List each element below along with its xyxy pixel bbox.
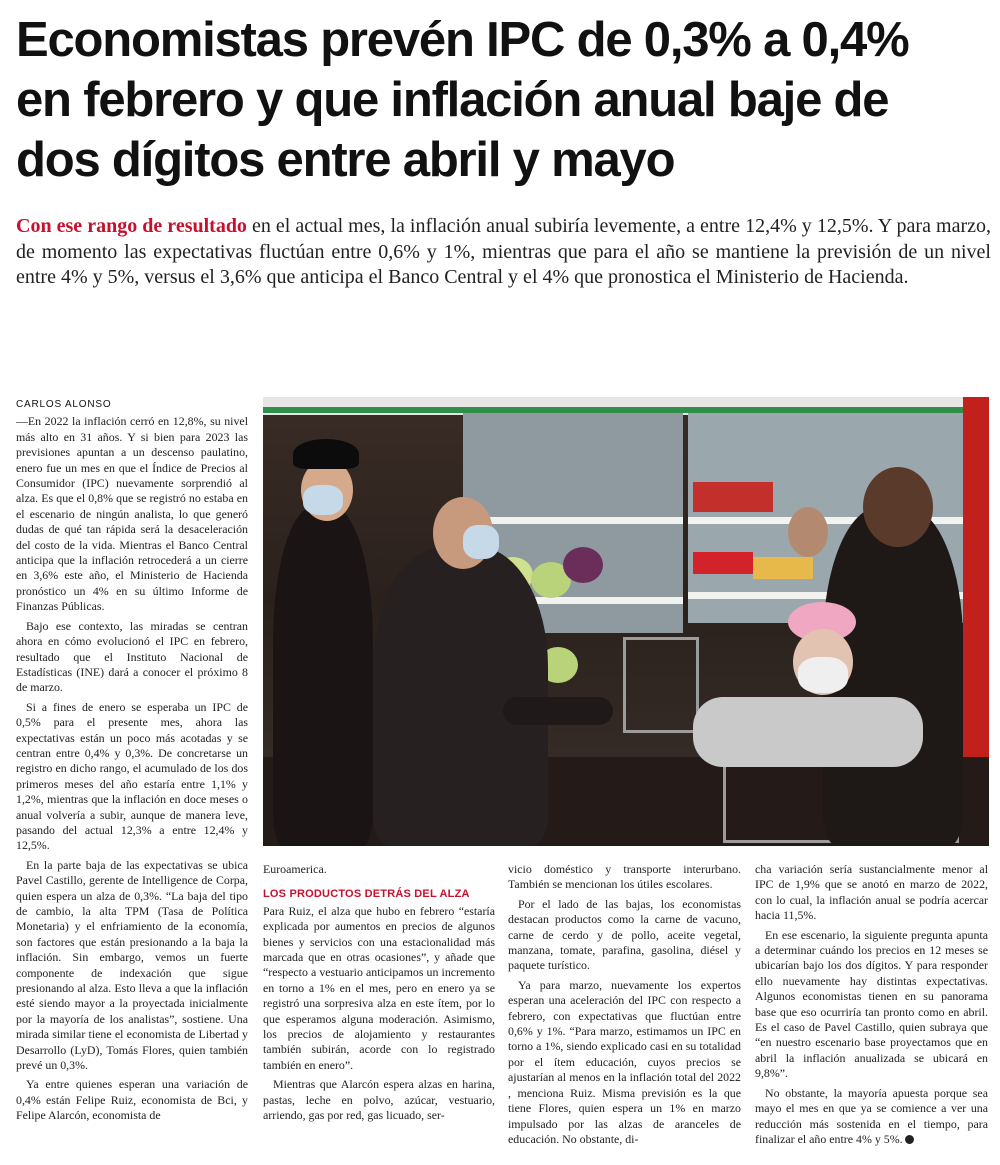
photo-shelf — [463, 517, 683, 524]
photo-mask — [463, 525, 499, 559]
paragraph: En la parte baja de las expectativas se ubica Pavel Castillo, gerente de Intelligence de Corpa, quien espera un alza de 0,3%. “La baja del tipo de cambio, la alta TPM (Tasa de Política Monetaria) y el enfriamiento de la economía, son factores que están presionando a la baja la inflación. Sin embargo, vemos un fuerte componente de indexación que sigue presionando al alza. Esto lleva a que la inflación esté siendo mayor a la proyectada inicialmente por la mayoría de los analistas”, sostiene. Una mirada similar tiene el economista de Libertad y Desarrollo (LyD), Tomás Flores, quien también prevé un 0,3%. — [16, 857, 248, 1073]
paragraph: Ya para marzo, nuevamente los expertos esperan una aceleración del IPC con respecto a febrero, con expectativas que fluctúan entre 0,6% y 1%. “Para marzo, estimamos un IPC en torno a 1%, siendo explicado casi en su totalidad por el ítem educación, cuyos precios se ajustarían al menos en la inflación total del 2022 , menciona Ruiz. Misma previsión es la que tiene Flores, quien espera un 1% en marzo impulsado por las alzas de aranceles de educación. No obstante, di- — [508, 977, 741, 1146]
paragraph: cha variación sería sustancialmente menor al IPC de 1,9% que se anotó en marzo de 2022, con lo cual, la inflación anual se podría acercar hacia 11,5%. — [755, 862, 988, 923]
paragraph: En ese escenario, la siguiente pregunta apunta a determinar cuándo los precios en 12 meses se ubicarían bajo los dos dígitos. Y para responder ello nuevamente hay distintas expectativas. Algunos economistas tienen en su panorama base que eso ocurriría tan pronto como en abril. Es el caso de Pavel Castillo, quien subraya que “en nuestro escenario base proyectamos que en abril la inflación anualizada se ubicará en 9,8%”. — [755, 927, 988, 1081]
paragraph: —En 2022 la inflación cerró en 12,8%, su nivel más alto en 31 años. Y si bien para 2023 las previsiones apuntan a un descenso paulatino, enero fue un mes en que el Índice de Precios al Consumidor (IPC) nuevamente sorprendió al alza. Es que el 0,8% que se registró no estaba en el escenario de ningún analista, lo que generó dudas de qué tan rápida será la desaceleración del costo de la vida. Mientras el Banco Central anticipa que la inflación retrocederá a un cierre en 3,6% este año, el Ministerio de Hacienda pronóstico un 4% en su último Informe de Finanzas Públicas. — [16, 414, 248, 614]
photo-cap — [293, 439, 359, 469]
end-mark-icon — [905, 1135, 914, 1144]
lede-text: en el actual mes, la inflación anual subiría levemente, a entre 12,4% y 12,5%. Y para marzo, de momento las expectativas fluctúan entre 0,6% y 1%, mientras que para el año se mantiene la previsión de un nivel entre 4% y 5%, versus el 3,6% que anticipa el Banco Central y el 4% que pronostica el Ministerio de Hacienda. — [16, 215, 991, 288]
paragraph: vicio doméstico y transporte interurbano. También se mencionan los útiles escolares. — [508, 862, 741, 892]
supermarket-photo — [263, 397, 989, 846]
headline-line-2: en febrero y que inflación anual baje de — [16, 73, 889, 127]
photo-red-peppers — [753, 557, 813, 579]
lede-kicker: Con ese rango de resultado — [16, 215, 247, 237]
paragraph: Ya entre quienes esperan una variación de 0,4% están Felipe Ruiz, economista de Bci, y Felipe Alarcón, economista de — [16, 1077, 248, 1123]
photo-face — [863, 467, 933, 547]
article-column-1 — [16, 397, 248, 1128]
final-text: No obstante, la mayoría apuesta porque sea mayo el mes en que ya se comience a ver una reducción más sostenida en el tiempo, para finalizar el año entre 4% y 5%. — [755, 1085, 988, 1146]
photo-face — [788, 507, 828, 557]
paragraph: Euroamerica. — [263, 862, 327, 876]
photo-mask — [303, 485, 343, 515]
byline: CARLOS ALONSO — [16, 399, 112, 410]
paragraph-final — [755, 1086, 988, 1148]
headline-line-3: dos dígitos entre abril y mayo — [16, 133, 675, 187]
article-column-2 — [263, 862, 495, 1128]
photo-shopper — [273, 507, 373, 846]
photo-child-mask — [798, 657, 848, 693]
paragraph: Por el lado de las bajas, los economistas destacan productos como la carne de vacuno, carne de cerdo y de pollo, aceite vegetal, manzana, tomate, parafina, gasolina, diésel y paquete turístico. — [508, 896, 741, 973]
photo-arm — [503, 697, 613, 725]
photo-cart — [623, 637, 699, 733]
photo-produce — [563, 547, 603, 583]
paragraph: Para Ruiz, el alza que hubo en febrero “estaría explicada por aumentos en precios de algunos bienes y servicios con una estacionalidad más marcada que en otras ocasiones”, y añade que “respecto a vestuario anticipamos un incremento en torno a 1% en el mes, pero en enero ya se registró una sorpresiva alza en este ítem, por lo que esperamos alguna moderación. Asimismo, los precios de alojamiento y restaurantes también subirán, acorde con lo registrado también en enero”. — [263, 903, 495, 1072]
photo-child-body — [693, 697, 923, 767]
headline — [16, 10, 986, 190]
lede — [16, 214, 991, 291]
section-subhead: LOS PRODUCTOS DETRÁS DEL ALZA — [263, 888, 470, 901]
paragraph: Bajo ese contexto, las miradas se centran ahora en cómo evolucionó el IPC en febrero, resultado que el Instituto Nacional de Estadísticas (INE) dará a conocer el próximo 8 de marzo. — [16, 618, 248, 695]
paragraph: Si a fines de enero se esperaba un IPC de 0,5% para el presente mes, ahora las expectativas están un poco más acotadas y se centran entre 0,4% y 0,3%. De concretarse un registro en dicho rango, el acumulado de los dos primeros meses del año estaría entre 1,1% y 1,2%, mientras que la inflación en doce meses o anual volvería a subir, aunque de manera leve, pasando del actual 12,3% a entre 12,4% y 12,5%. — [16, 699, 248, 853]
photo-red-peppers — [693, 482, 773, 512]
photo-red-peppers — [693, 552, 753, 574]
article-column-4 — [755, 862, 988, 1151]
article-column-3 — [508, 862, 741, 1151]
paragraph: Mientras que Alarcón espera alzas en harina, pastas, leche en polvo, azúcar, vestuario, arriendo, gas por red, gas licuado, ser- — [263, 1077, 495, 1123]
headline-line-1: Economistas prevén IPC de 0,3% a 0,4% — [16, 13, 909, 67]
